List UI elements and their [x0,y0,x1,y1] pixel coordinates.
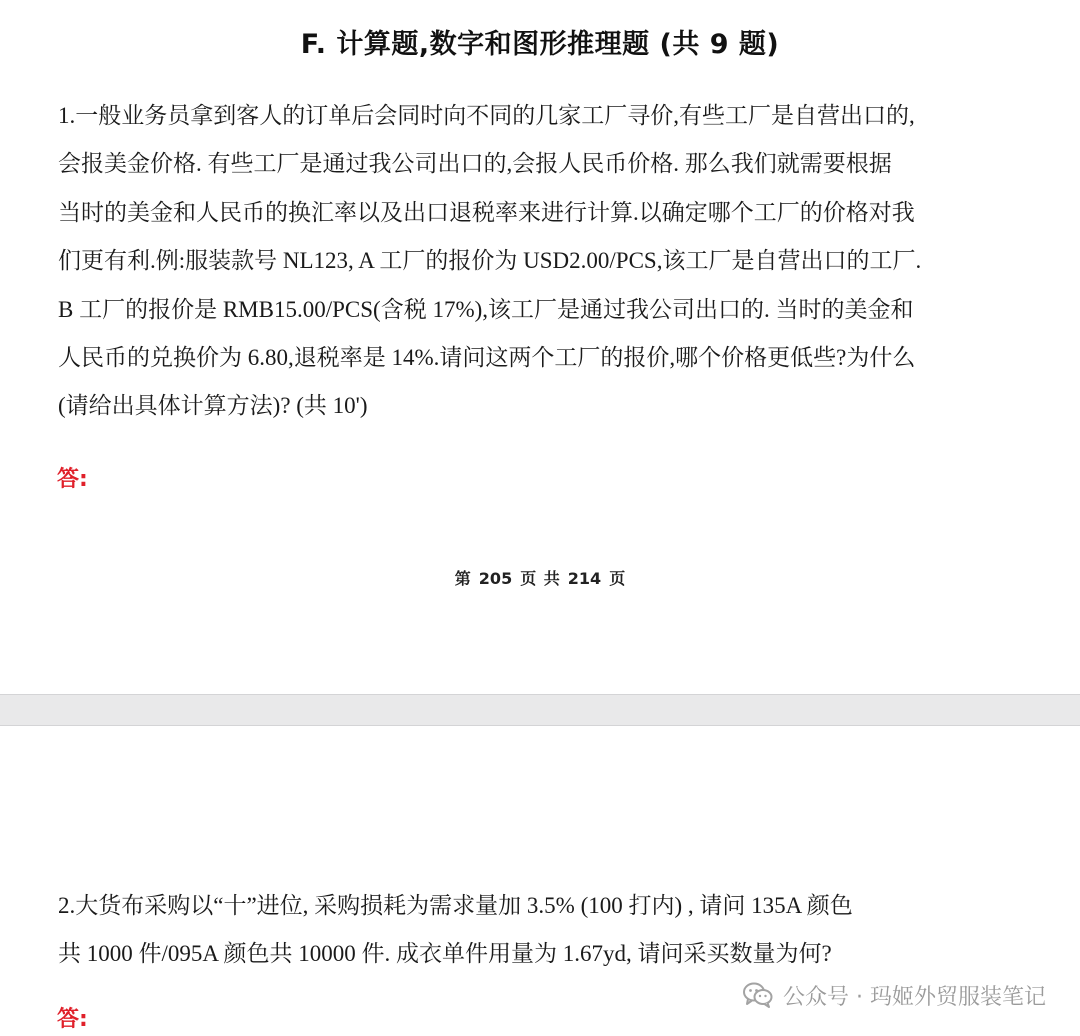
question-1-line: 们更有利.例:服装款号 NL123, A 工厂的报价为 USD2.00/PCS,该工厂是自营出口的工厂. [58,248,922,274]
watermark [743,977,1046,1013]
page-number-footer [0,566,1080,589]
question-1-line: 当时的美金和人民币的换汇率以及出口退税率来进行计算.以确定哪个工厂的价格对我 [58,199,915,225]
total-page-count: 214 [567,569,602,588]
question-2-line: 2.大货布采购以“十”进位, 采购损耗为需求量加 3.5% (100 打内) , 请问 135A 颜色 [58,893,853,918]
section-title: F. 计算题,数字和图形推理题 (共 9 题) [300,29,780,60]
wechat-icon [743,982,773,1008]
question-2-line: 共 1000 件/095A 颜色共 10000 件. 成衣单件用量为 1.67yd, 请问采买数量为何? [58,941,832,967]
answer-label-1: 答: [57,467,88,492]
page-separator [0,694,1080,726]
answer-label-2: 答: [57,1007,88,1032]
question-1-line: 1.一般业务员拿到客人的订单后会同时向不同的几家工厂寻价,有些工厂是自营出口的, [58,103,915,128]
question-1-line: (请给出具体计算方法)? (共 10') [58,393,368,419]
question-1 [58,98,1018,437]
document-page-206 [0,726,1080,1036]
question-1-line: B 工厂的报价是 RMB15.00/PCS(含税 17%),该工厂是通过我公司出口的. 当时的美金和 [58,296,914,322]
footer-middle: 页 共 [520,569,560,588]
question-1-line: 会报美金价格. 有些工厂是通过我公司出口的,会报人民币价格. 那么我们就需要根据 [58,151,892,177]
question-2 [58,888,1018,985]
question-1-line: 人民币的兑换价为 6.80,退税率是 14%.请问这两个工厂的报价,哪个价格更低些?为什么 [58,344,916,370]
watermark-text: 公众号 · 玛姬外贸服装笔记 [783,984,1046,1010]
footer-prefix: 第 [454,569,471,588]
current-page-number: 205 [478,569,513,588]
footer-suffix: 页 [609,569,626,588]
